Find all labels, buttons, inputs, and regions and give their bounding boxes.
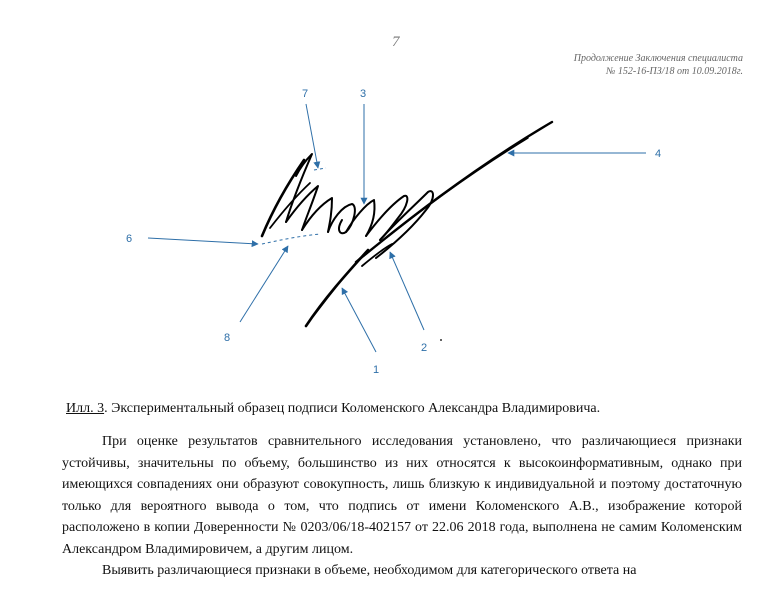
paragraph-1: При оценке результатов сравнительного исследования установлено, что различающиеся признаки устойчивы, значительны по объему, большинство из них относятся к высокоинформативным, однако при имеющихся совпадениях они образуют совокупность, лишь близкую к индивидуальной и поэтому достаточную только для вероятного вывода о том, что подпись от имени Коломенского А.В., изображение которой расположено в копии Доверенности № 0203/06/18-402157 от 22.06 2018 года, выполнена не самим Коломенским Александром Владимировичем, а другим лицом. [62,434,742,557]
callout-label-7: 7 [302,88,309,100]
callout-label-3: 3 [360,88,367,100]
callout-label-2: 2 [421,342,428,354]
caption-text: . Экспериментальный образец подписи Коломенского Александра Владимировича. [104,401,601,416]
dashed-connector-lower [262,234,320,244]
running-head-line1: Продолжение Заключения специалиста [573,53,743,64]
caption-label: Илл. 3 [66,401,105,416]
body-text [62,431,742,582]
page-number: 7 [392,34,400,50]
callout-label-4: 4 [655,148,662,160]
callout-label-6: 6 [126,233,133,245]
paragraph-2: Выявить различающиеся признаки в объеме, необходимом для категорического ответа на [102,563,637,578]
stray-dot [440,339,442,341]
callout-label-8: 8 [224,332,231,344]
callout-arrow-8 [240,246,288,322]
callout-arrow-2 [390,252,424,330]
callout-arrow-1 [342,288,376,352]
callout-arrow-6 [148,238,258,244]
callout-label-1: 1 [373,364,380,376]
figure-caption [66,400,726,418]
dashed-connector-upper [314,168,326,170]
running-head-line2: № 152-16-ПЗ/18 от 10.09.2018г. [605,66,743,77]
